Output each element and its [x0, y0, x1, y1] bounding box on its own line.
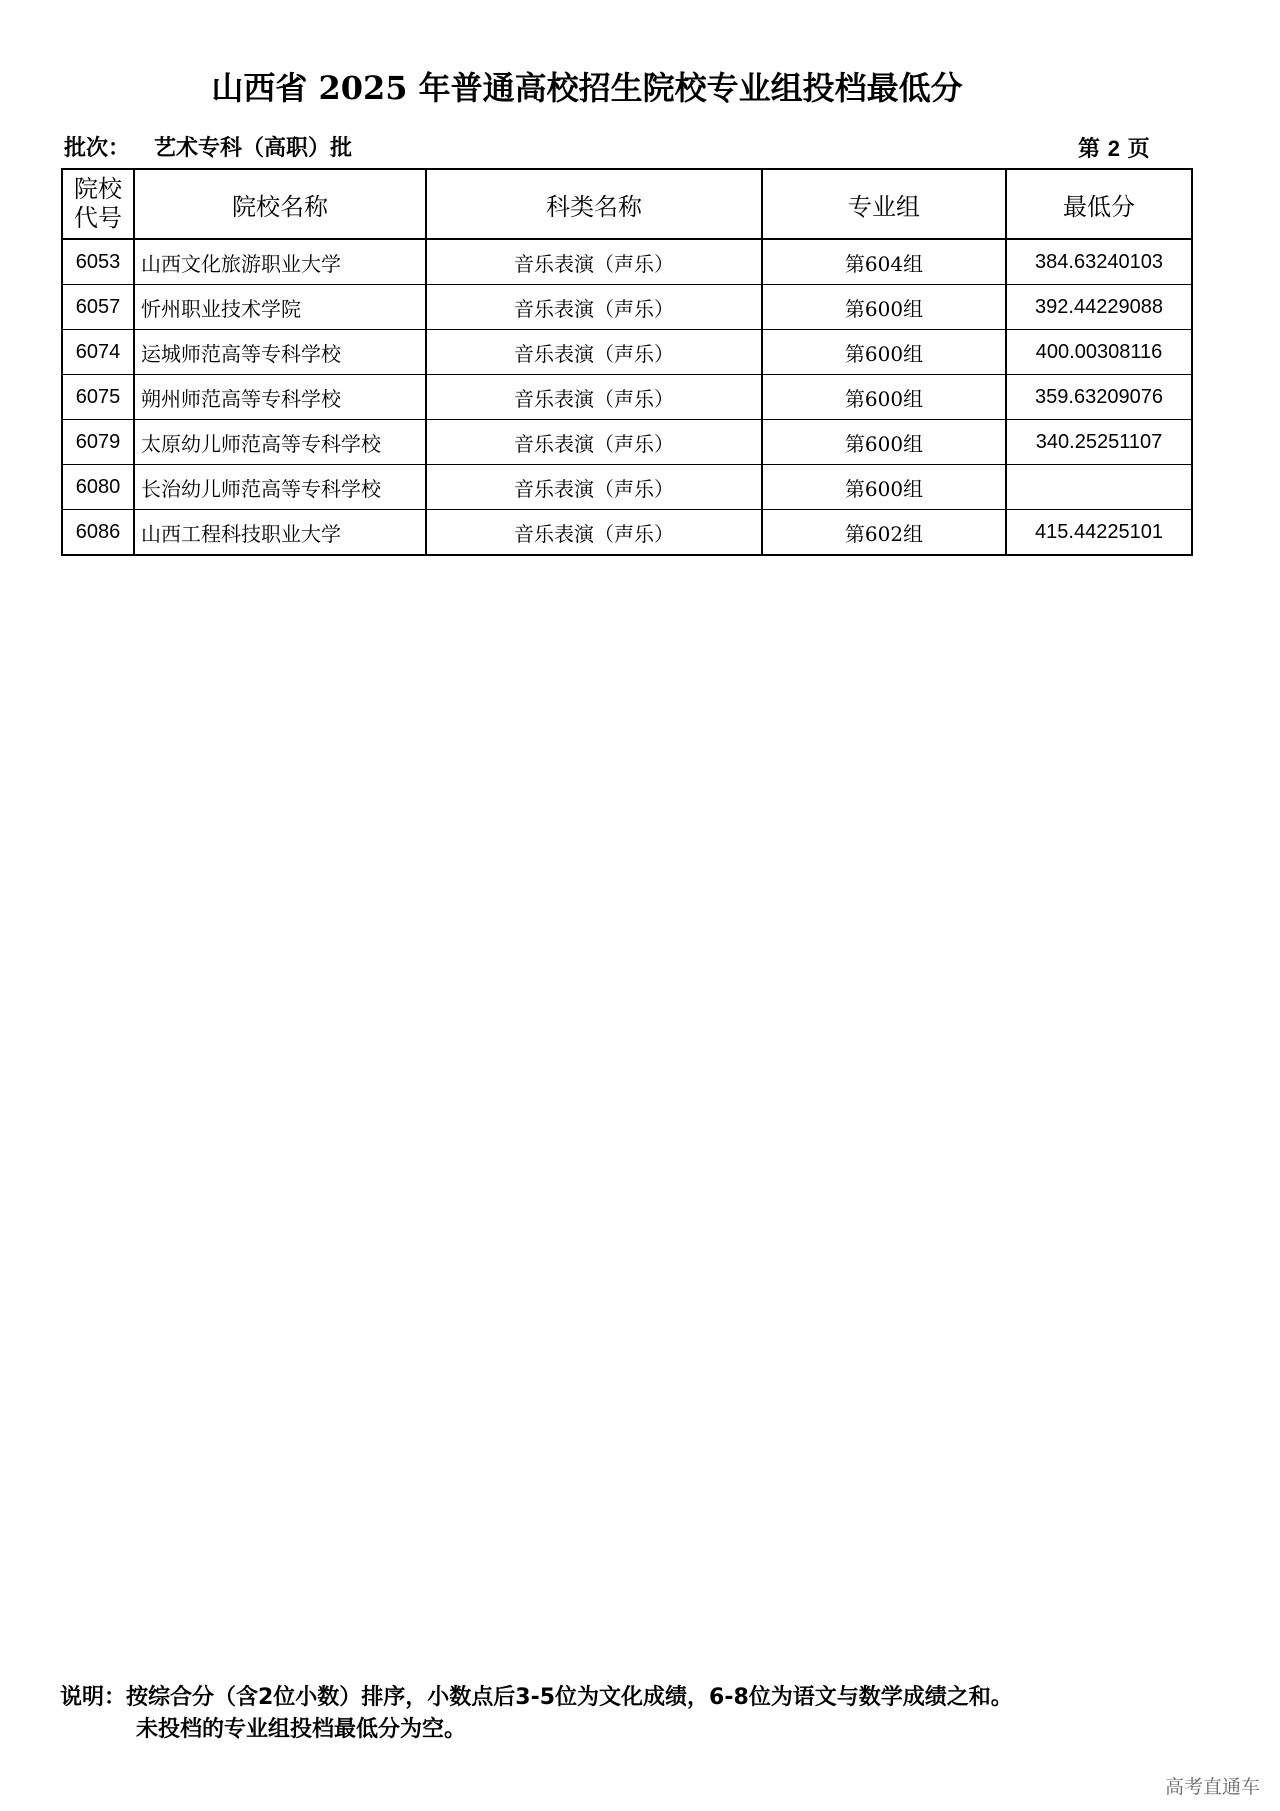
major-group-cell: 第600组 — [762, 330, 1006, 375]
min-score-cell: 415.44225101 — [1006, 510, 1192, 556]
school-code-cell: 6080 — [62, 465, 134, 510]
page-suffix: 页 — [1127, 137, 1150, 162]
page-number-value: 2 — [1107, 136, 1120, 161]
school-code-cell: 6086 — [62, 510, 134, 556]
school-name-cell: 忻州职业技术学院 — [134, 285, 426, 330]
table-row — [62, 375, 1192, 420]
page-prefix: 第 — [1078, 137, 1101, 162]
document-title: 山西省 2025 年普通高校招生院校专业组投档最低分 — [211, 69, 963, 107]
school-name-cell: 长治幼儿师范高等专科学校 — [134, 465, 426, 510]
score-table — [61, 168, 1193, 556]
major-group-cell: 第600组 — [762, 465, 1006, 510]
header-school-name: 院校名称 — [134, 169, 426, 239]
category-cell: 音乐表演（声乐） — [426, 285, 762, 330]
school-code-cell: 6074 — [62, 330, 134, 375]
min-score-cell: 359.63209076 — [1006, 375, 1192, 420]
header-school-code-line1: 院校 — [74, 175, 122, 203]
table-row — [62, 510, 1192, 556]
note-line-1: 说明：按综合分（含2位小数）排序，小数点后3-5位为文化成绩，6-8位为语文与数学成绩之和。 — [60, 1685, 1013, 1710]
watermark-text: 高考直通车 — [1164, 1776, 1260, 1798]
header-school-code-line2: 代号 — [74, 204, 122, 232]
min-score-cell: 400.00308116 — [1006, 330, 1192, 375]
header-school-code — [62, 169, 134, 239]
category-cell: 音乐表演（声乐） — [426, 420, 762, 465]
category-cell: 音乐表演（声乐） — [426, 330, 762, 375]
explanatory-notes — [60, 1682, 1013, 1746]
category-cell: 音乐表演（声乐） — [426, 510, 762, 556]
table-row — [62, 465, 1192, 510]
min-score-cell: 340.25251107 — [1006, 420, 1192, 465]
category-cell: 音乐表演（声乐） — [426, 375, 762, 420]
table-row — [62, 285, 1192, 330]
school-code-cell: 6053 — [62, 239, 134, 285]
batch-label: 批次： — [64, 136, 131, 161]
school-code-cell: 6079 — [62, 420, 134, 465]
header-major-group: 专业组 — [762, 169, 1006, 239]
school-name-cell: 朔州师范高等专科学校 — [134, 375, 426, 420]
table-row — [62, 420, 1192, 465]
page-number — [1078, 134, 1150, 165]
school-code-cell: 6057 — [62, 285, 134, 330]
major-group-cell: 第600组 — [762, 420, 1006, 465]
major-group-cell: 第600组 — [762, 375, 1006, 420]
min-score-cell — [1006, 465, 1192, 510]
category-cell: 音乐表演（声乐） — [426, 239, 762, 285]
school-name-cell: 太原幼儿师范高等专科学校 — [134, 420, 426, 465]
min-score-cell: 384.63240103 — [1006, 239, 1192, 285]
note-line-2: 未投档的专业组投档最低分为空。 — [136, 1717, 467, 1742]
table-header-row — [62, 169, 1192, 239]
school-name-cell: 运城师范高等专科学校 — [134, 330, 426, 375]
min-score-cell: 392.44229088 — [1006, 285, 1192, 330]
batch-info — [64, 134, 352, 164]
header-category: 科类名称 — [426, 169, 762, 239]
major-group-cell: 第604组 — [762, 239, 1006, 285]
major-group-cell: 第602组 — [762, 510, 1006, 556]
school-code-cell: 6075 — [62, 375, 134, 420]
category-cell: 音乐表演（声乐） — [426, 465, 762, 510]
batch-value: 艺术专科（高职）批 — [154, 136, 353, 161]
header-min-score: 最低分 — [1006, 169, 1192, 239]
school-name-cell: 山西工程科技职业大学 — [134, 510, 426, 556]
table-row — [62, 330, 1192, 375]
table-row — [62, 239, 1192, 285]
major-group-cell: 第600组 — [762, 285, 1006, 330]
school-name-cell: 山西文化旅游职业大学 — [134, 239, 426, 285]
